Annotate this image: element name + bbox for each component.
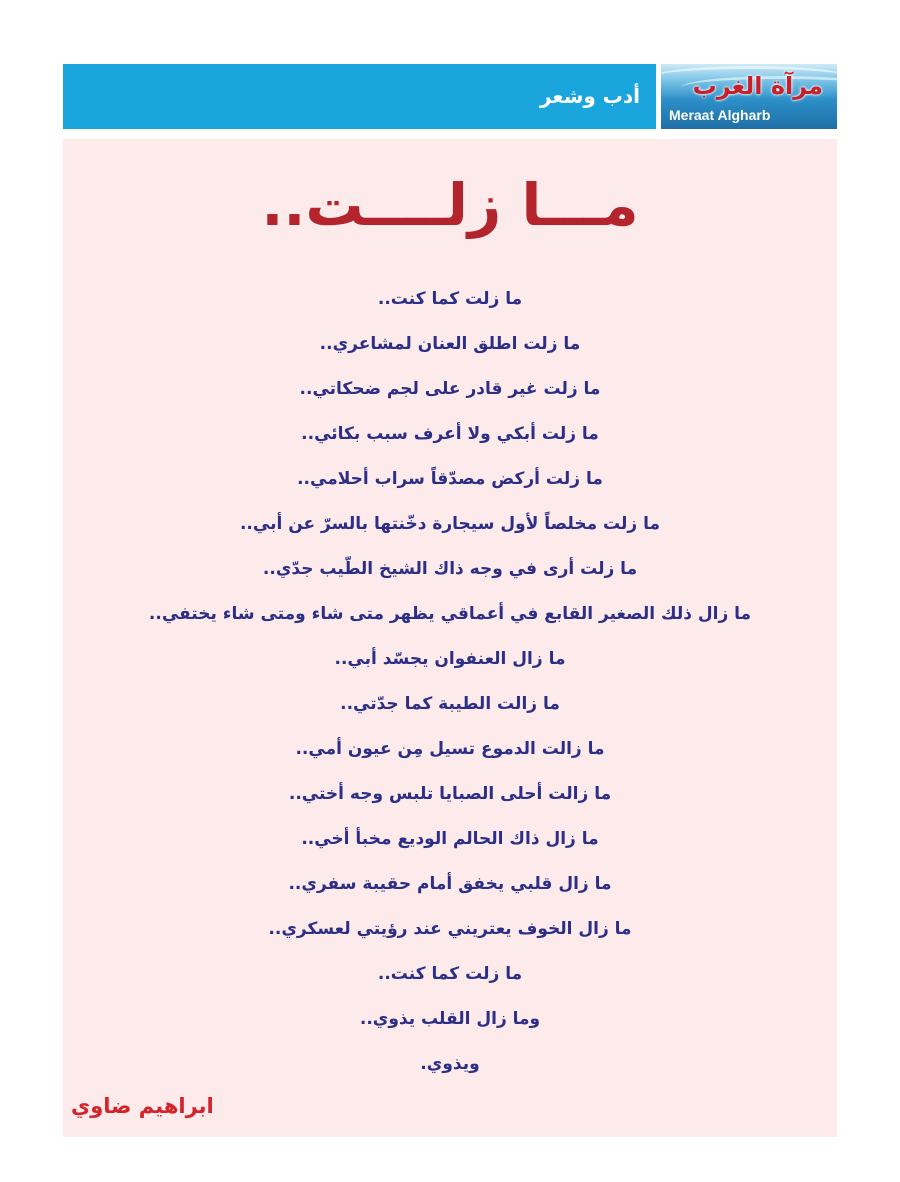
- poem-line: ما زلت أركض مصدّقاً سراب أحلامي..: [297, 469, 603, 489]
- poem-line: ما زلت كما كنت..: [377, 964, 523, 984]
- page-header: [63, 64, 837, 129]
- poem-line: ما زالت الدموع تسيل مِن عيون أمي..: [295, 739, 605, 759]
- poem-line: ما زلت أبكي ولا أعرف سبب بكائي..: [301, 424, 599, 444]
- poem-line: ما زلت مخلصاً لأول سيجارة دخّنتها بالسرّ عن أبي..: [239, 514, 661, 534]
- section-title: أدب وشعر: [539, 84, 640, 108]
- poem-panel: [63, 139, 837, 1137]
- poem-line: ما زال العنفوان يجسّد أبي..: [334, 649, 566, 669]
- magazine-logo: [661, 64, 837, 129]
- poem-line: ويذوي.: [420, 1054, 480, 1074]
- logo-english-text: Meraat Algharb: [669, 107, 771, 123]
- poem-line: ما زالت الطيبة كما جدّتي..: [340, 694, 560, 714]
- poem-line: وما زال القلب يذوي..: [359, 1009, 541, 1029]
- section-bar: [63, 64, 656, 129]
- logo-arabic-text: مرآة الغرب: [692, 72, 823, 100]
- poem-author: [63, 1094, 837, 1118]
- poem-line: ما زلت أرى في وجه ذاك الشيخ الطّيب جدّي..: [262, 559, 638, 579]
- poem-line: ما زالت أحلى الصبايا تلبس وجه أختي..: [288, 784, 612, 804]
- poem-title: مـــا زلــــت..: [261, 171, 639, 239]
- poem-line: ما زال قلبي يخفق أمام حقيبة سفري..: [288, 874, 612, 894]
- poem-line: ما زال ذاك الحالم الوديع مخبأ أخي..: [301, 829, 599, 849]
- author-name: ابراهيم ضاوي: [71, 1094, 214, 1118]
- poem-line: ما زلت اطلق العنان لمشاعري..: [319, 334, 581, 354]
- poem-line: ما زلت كما كنت..: [377, 289, 523, 309]
- poem-line: ما زال الخوف يعتريني عند رؤيتي لعسكري..: [268, 919, 632, 939]
- poem-line: ما زلت غير قادر على لجم ضحكاتي..: [299, 379, 601, 399]
- poem-line: ما زال ذلك الصغير القابع في أعماقي يظهر متى شاء ومتى شاء يختفي..: [148, 604, 752, 624]
